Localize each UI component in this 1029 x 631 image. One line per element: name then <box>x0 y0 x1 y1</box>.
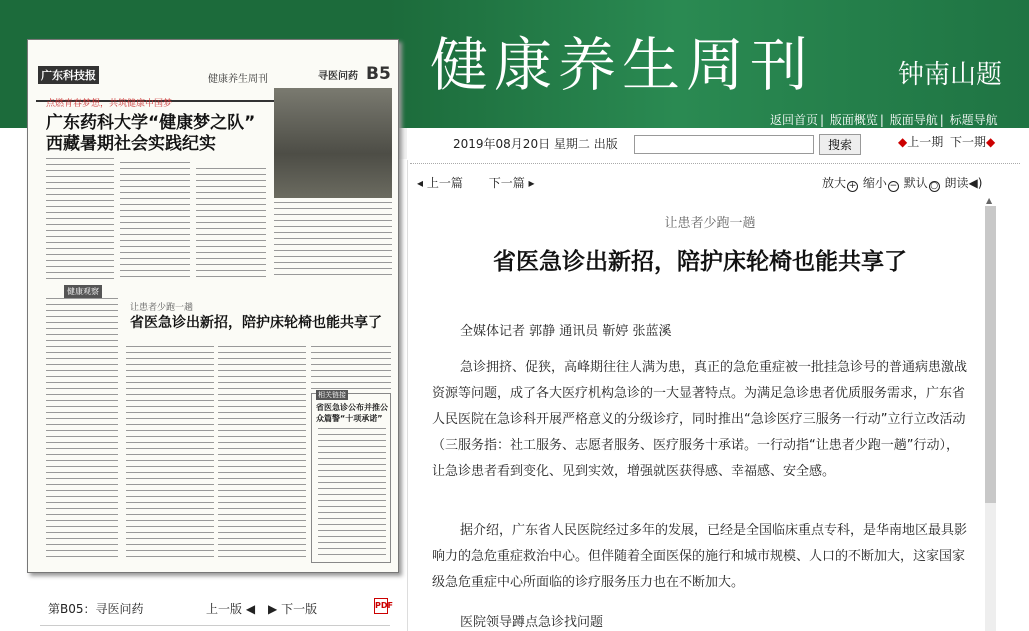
paper-text-block <box>274 202 392 280</box>
next-issue-label: 下一期 <box>950 135 987 149</box>
newspaper-page-thumbnail[interactable] <box>27 39 399 573</box>
prev-issue-link[interactable] <box>898 133 943 150</box>
nav-overview-link[interactable]: 版面概览 <box>829 113 878 127</box>
scroll-up-icon[interactable]: ▲ <box>986 196 993 205</box>
default-label: 默认 <box>903 176 928 190</box>
divider <box>40 625 390 626</box>
prev-page-label: 上一版 <box>206 602 243 616</box>
article-paragraph: 据介绍，广东省人民医院经过多年的发展，已经是全国临床重点专科，是华南地区最具影响力的急危重症救治中心。但伴随着全面医保的施行和城市规模、人口的不断加大，这家国家级急危重症中心所面临的诊疗服务压力也在不断加大。 <box>432 523 968 590</box>
paper-box-tag: 相关链接 <box>318 391 346 399</box>
next-page-link[interactable] <box>268 600 317 617</box>
zoom-out-button[interactable] <box>863 176 900 190</box>
zoom-in-button[interactable] <box>822 176 859 190</box>
paper-section: 健康养生周刊 <box>208 74 268 85</box>
prev-article-label: 上一篇 <box>426 176 463 190</box>
article-byline: 全媒体记者 郭静 通讯员 靳婷 张蓝溪 <box>460 324 672 339</box>
paper-kicker-1: 点燃青春梦想，共筑健康中国梦 <box>46 99 173 109</box>
search-input[interactable] <box>634 135 814 154</box>
calligraphy-signature: 钟南山题 <box>898 60 1003 90</box>
issue-date: 2019年08月20日 星期二 出版 <box>453 137 618 151</box>
paper-text-block <box>46 158 114 280</box>
scrollbar-thumb[interactable] <box>985 206 996 503</box>
article-headline: 省医急诊出新招，陪护床轮椅也能共享了 <box>493 249 907 275</box>
paper-page-number: B5 <box>366 64 391 84</box>
zoom-out-label: 缩小 <box>862 176 887 190</box>
read-label: 朗读 <box>944 176 969 190</box>
paper-text-block <box>218 346 306 562</box>
prev-issue-label: 上一期 <box>907 135 944 149</box>
default-zoom-button[interactable] <box>904 176 941 190</box>
plus-icon: + <box>848 181 857 191</box>
paper-tag: 健康观察 <box>64 285 102 298</box>
paper-text-block <box>311 346 391 390</box>
nav-home-link[interactable]: 返回首页 <box>770 113 819 127</box>
paper-page-label: 寻医问药 <box>318 71 358 82</box>
paper-text-block <box>46 298 118 562</box>
article-subheading: 医院领导蹲点急诊找问题 <box>460 615 604 630</box>
divider <box>407 160 408 631</box>
next-page-label: 下一版 <box>281 602 318 616</box>
masthead-title: 健康养生周刊 <box>430 31 815 99</box>
page-label: 第B05：寻医问药 <box>48 602 144 616</box>
speaker-icon: ◀) <box>968 176 983 190</box>
next-issue-link[interactable] <box>950 133 995 150</box>
prev-page-link[interactable] <box>206 600 255 617</box>
nav-title-nav-link[interactable]: 标题导航 <box>949 113 998 127</box>
paper-photo <box>274 88 392 198</box>
paper-headline-1b[interactable]: 西藏暑期社会实践纪实 <box>46 134 216 154</box>
article-paragraph: 急诊拥挤、促狭，高峰期往往人满为患，真正的急危重症被一批挂急诊号的普通病患激战资源等问题，成了各大医疗机构急诊的一大显著特点。为满足急诊患者优质服务需求，广东省人民医院在急诊科开展严格意义的分级诊疗，同时推出“急诊医疗三服务一行动”立行立改活动（三服务指：社工服务、志愿者服务、医疗服务十承诺。一行动指“让患者少跑一趟”行动），让急诊患者看到变化、见到实效，增强就医获得感、幸福感、安全感。 <box>432 360 968 479</box>
play-prev-icon: ◀ <box>245 602 256 616</box>
nav-page-nav-link[interactable]: 版面导航 <box>889 113 938 127</box>
paper-brand: 广东科技报 <box>38 66 99 84</box>
paper-text-block <box>120 162 190 280</box>
paper-kicker-2: 让患者少跑一趟 <box>130 303 194 313</box>
top-nav: 返回首页 | 版面概览 | 版面导航 | 标题导航 <box>770 113 998 127</box>
arrow-icon: ◆ <box>986 135 996 149</box>
article-kicker: 让患者少跑一趟 <box>664 216 756 231</box>
paper-text-block <box>318 428 386 558</box>
circle-icon: ○ <box>930 181 939 191</box>
divider <box>410 163 1020 164</box>
paper-text-block <box>126 346 214 562</box>
zoom-in-label: 放大 <box>822 176 847 190</box>
paper-box-title: 省医急诊公布并推公众篇警“十项承诺” <box>316 403 388 423</box>
paper-headline-2[interactable]: 省医急诊出新招，陪护床轮椅也能共享了 <box>130 315 382 331</box>
play-next-icon: ▶ <box>268 602 278 616</box>
read-aloud-button[interactable] <box>945 176 983 190</box>
arrow-icon: ◆ <box>898 135 908 149</box>
prev-article-link[interactable]: ◂ 上一篇 <box>417 176 463 190</box>
article-nav <box>417 174 535 191</box>
left-scrollbar-stub <box>399 128 407 159</box>
pdf-icon[interactable]: PDF <box>374 598 388 614</box>
minus-icon: − <box>889 181 898 191</box>
search-button[interactable]: 搜索 <box>819 134 861 155</box>
paper-headline-1a[interactable]: 广东药科大学“健康梦之队” <box>46 113 256 133</box>
next-article-link[interactable]: 下一篇 ▸ <box>488 176 535 190</box>
next-article-label: 下一篇 <box>488 176 525 190</box>
zoom-controls <box>822 174 982 192</box>
paper-text-block <box>196 168 266 280</box>
